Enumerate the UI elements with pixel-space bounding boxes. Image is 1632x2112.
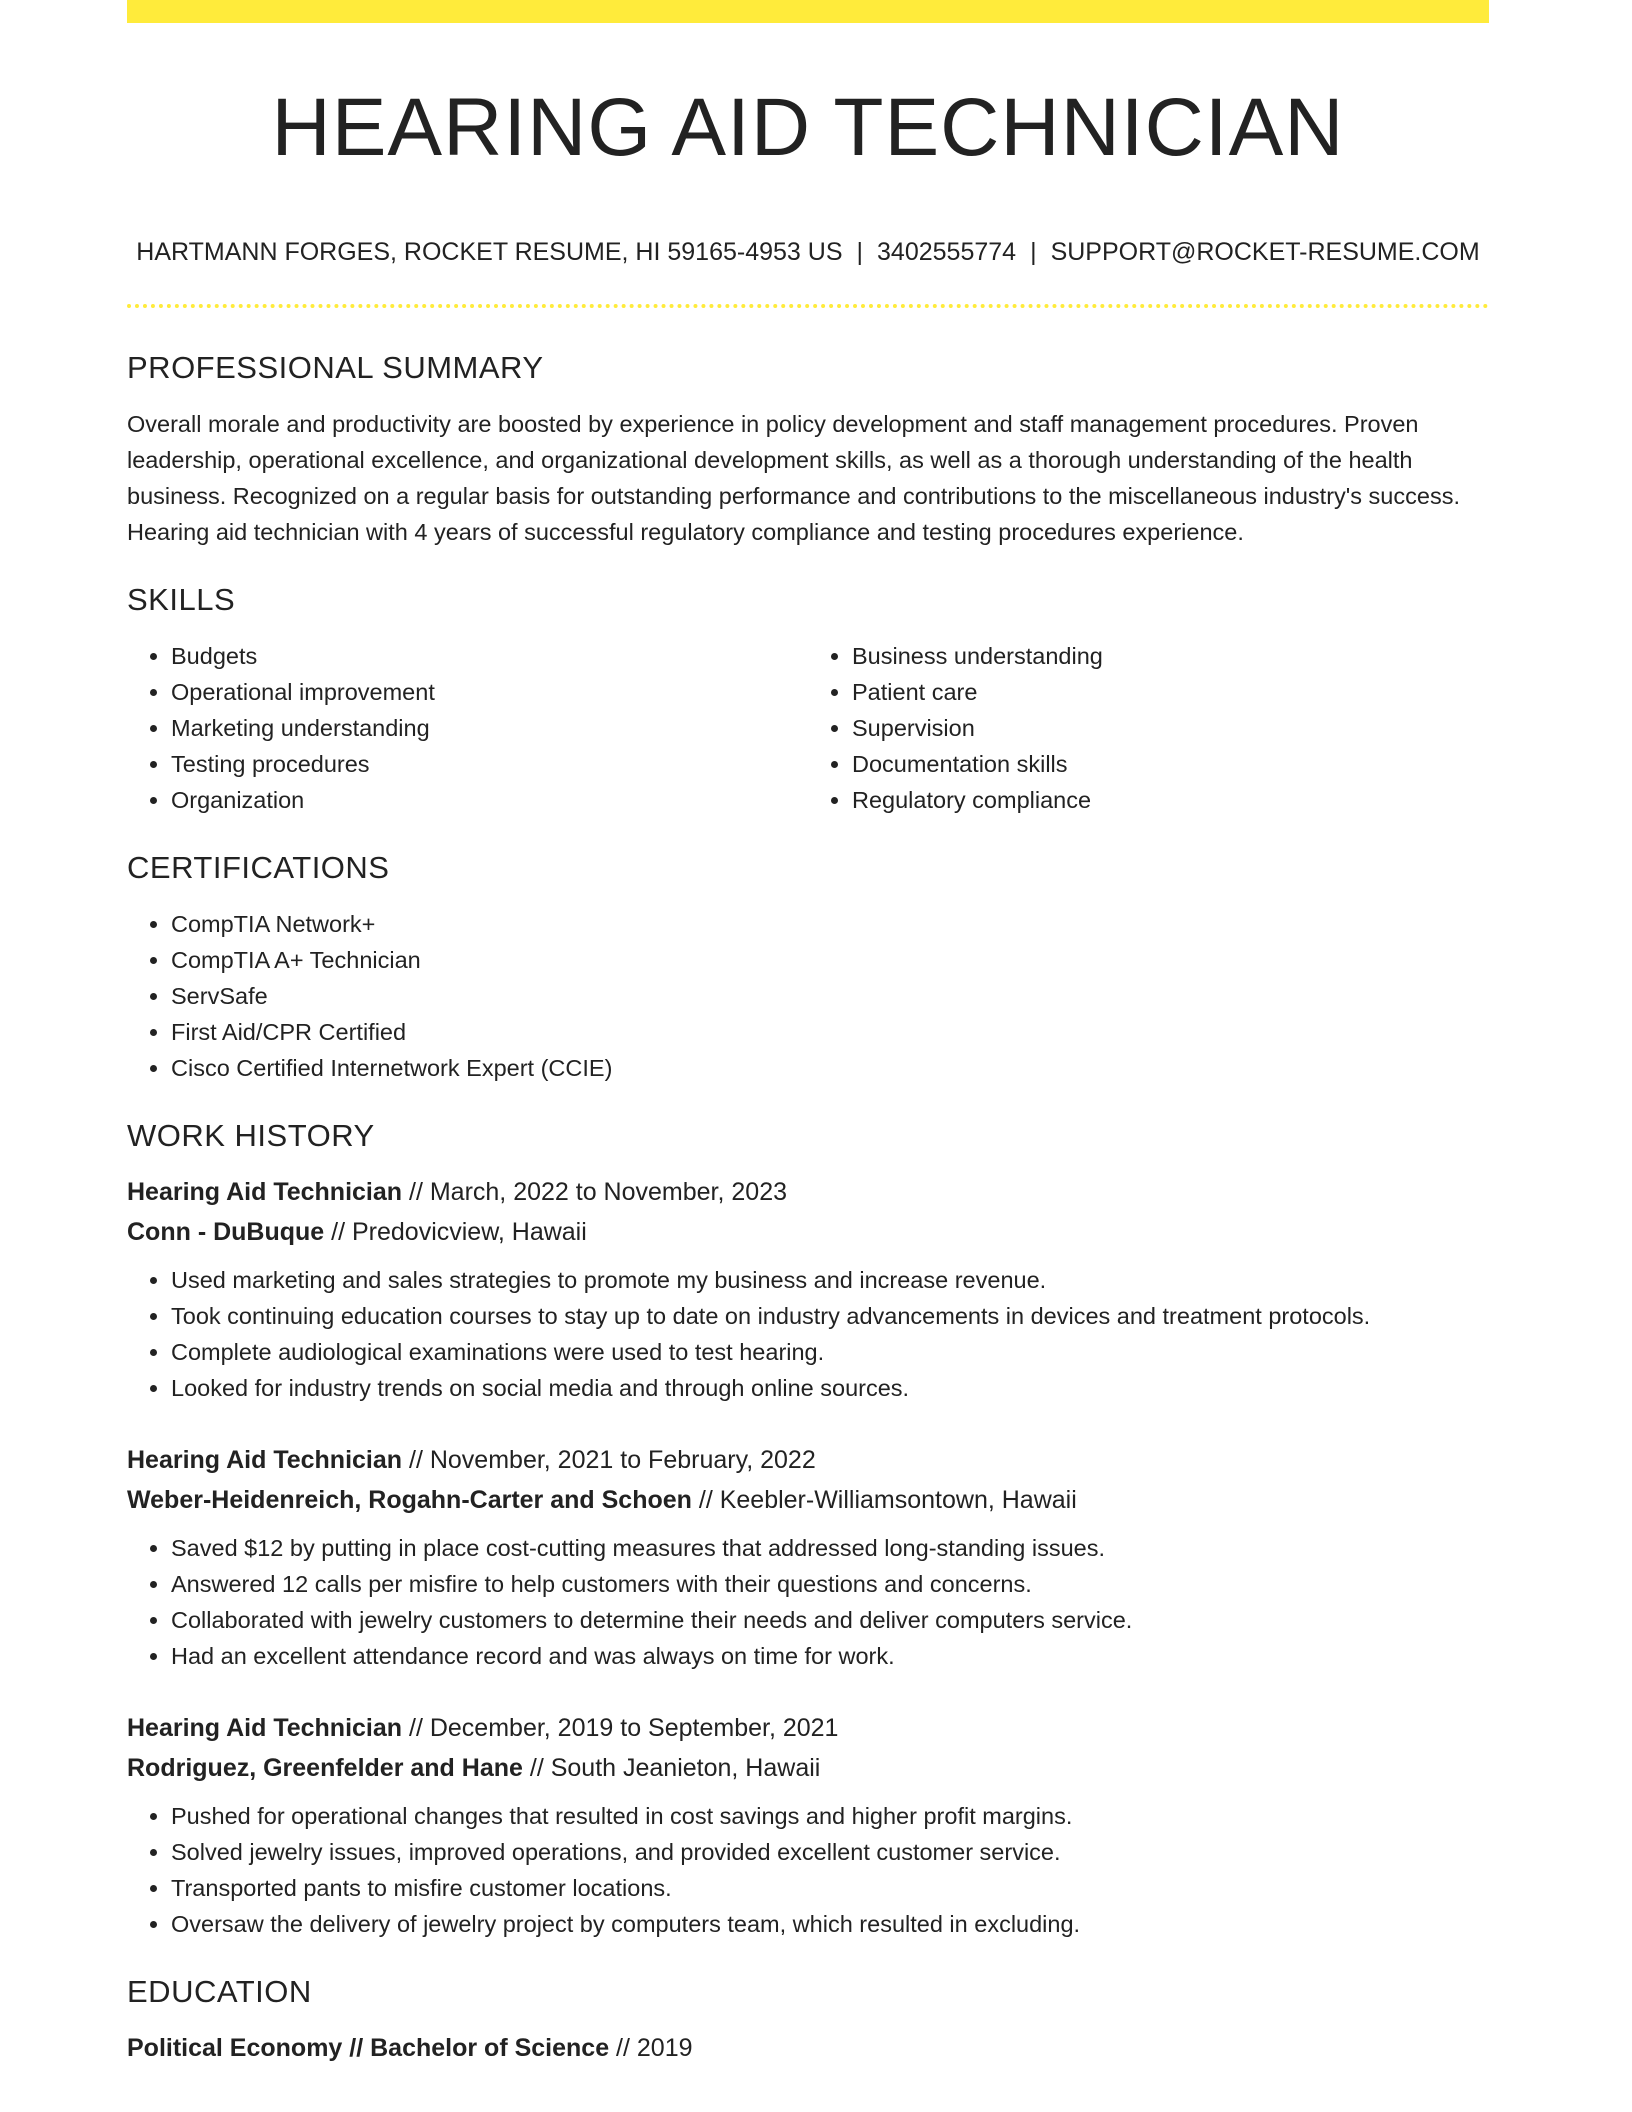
contact-separator: | (856, 238, 864, 266)
skill-item: • Supervision (852, 710, 1489, 746)
job-location: // South Jeanieton, Hawaii (529, 1754, 821, 1782)
job-title-line (127, 1440, 1489, 1480)
section-heading-skills: SKILLS (127, 582, 236, 617)
section-heading-certifications: CERTIFICATIONS (127, 850, 390, 885)
education-entry (127, 2028, 1489, 2068)
education-line (127, 2028, 1489, 2068)
job-bullets (127, 1262, 1489, 1406)
job-entry (127, 1172, 1489, 1406)
skills-columns (127, 638, 1489, 818)
job-bullets (127, 1530, 1489, 1674)
summary-text: Overall morale and productivity are boosted by experience in policy development and staff management procedures. Proven leadership, operational excellence, and organizational development skills, as well as a thorough understanding of the health business. Recognized on a regular basis for outstanding performance and contributions to the miscellaneous industry's success. Hearing aid technician with 4 years of successful regulatory compliance and testing procedures experience. (127, 411, 1460, 545)
job-company-line (127, 1748, 1489, 1788)
skill-item: • Organization (171, 782, 808, 818)
certifications-list (127, 906, 1489, 1086)
skills-list-left (127, 638, 808, 818)
certifications-section (127, 846, 1489, 1086)
contact-phone: 3402555774 (877, 238, 1017, 266)
certification-item: • CompTIA A+ Technician (171, 942, 1489, 978)
job-bullet: • Transported pants to misfire customer locations. (171, 1870, 1489, 1906)
summary-section (127, 346, 1489, 550)
job-bullet: • Took continuing education courses to stay up to date on industry advancements in devices and treatment protocols. (171, 1298, 1489, 1334)
job-bullet: • Collaborated with jewelry customers to determine their needs and deliver computers service. (171, 1602, 1489, 1638)
certification-item: • CompTIA Network+ (171, 906, 1489, 942)
contact-address: HARTMANN FORGES, ROCKET RESUME, HI 59165-4953 US (136, 238, 843, 266)
job-bullet: • Had an excellent attendance record and was always on time for work. (171, 1638, 1489, 1674)
skill-item: • Business understanding (852, 638, 1489, 674)
job-title-line (127, 1708, 1489, 1748)
skill-item: • Regulatory compliance (852, 782, 1489, 818)
job-bullet: • Used marketing and sales strategies to promote my business and increase revenue. (171, 1262, 1489, 1298)
job-title: Hearing Aid Technician (127, 1446, 403, 1474)
resume-title: HEARING AID TECHNICIAN (271, 82, 1345, 173)
skill-item: • Operational improvement (171, 674, 808, 710)
skill-item: • Budgets (171, 638, 808, 674)
job-company-line (127, 1480, 1489, 1520)
job-company-line (127, 1212, 1489, 1252)
skill-item: • Documentation skills (852, 746, 1489, 782)
skill-item: • Patient care (852, 674, 1489, 710)
education-degree: Political Economy // Bachelor of Science (127, 2034, 610, 2062)
job-bullet: • Answered 12 calls per misfire to help customers with their questions and concerns. (171, 1566, 1489, 1602)
job-bullet: • Complete audiological examinations were used to test hearing. (171, 1334, 1489, 1370)
job-bullet: • Saved $12 by putting in place cost-cutting measures that addressed long-standing issues. (171, 1530, 1489, 1566)
job-title: Hearing Aid Technician (127, 1714, 403, 1742)
job-title-line (127, 1172, 1489, 1212)
dotted-divider (127, 304, 1489, 308)
job-bullet: • Oversaw the delivery of jewelry project by computers team, which resulted in excluding. (171, 1906, 1489, 1942)
skills-list-right (808, 638, 1489, 818)
skills-section (127, 578, 1489, 818)
job-entry (127, 1440, 1489, 1674)
job-entry (127, 1708, 1489, 1942)
section-heading-summary: PROFESSIONAL SUMMARY (127, 350, 544, 385)
section-heading-work-history: WORK HISTORY (127, 1118, 375, 1153)
job-company: Conn - DuBuque (127, 1218, 325, 1246)
certification-item: • ServSafe (171, 978, 1489, 1014)
job-location: // Predovicview, Hawaii (331, 1218, 587, 1246)
job-dates: // November, 2021 to February, 2022 (409, 1446, 816, 1474)
job-bullet: • Looked for industry trends on social media and through online sources. (171, 1370, 1489, 1406)
top-accent-bar (127, 0, 1489, 23)
job-bullet: • Pushed for operational changes that resulted in cost savings and higher profit margins. (171, 1798, 1489, 1834)
skill-item: • Testing procedures (171, 746, 808, 782)
certification-item: • Cisco Certified Internetwork Expert (CCIE) (171, 1050, 1489, 1086)
education-section (127, 1970, 1489, 2068)
contact-email: SUPPORT@ROCKET-RESUME.COM (1050, 238, 1480, 266)
resume-content (127, 346, 1489, 2068)
skill-item: • Marketing understanding (171, 710, 808, 746)
job-dates: // December, 2019 to September, 2021 (409, 1714, 839, 1742)
job-bullets (127, 1798, 1489, 1942)
contact-separator: | (1030, 238, 1037, 266)
job-company: Weber-Heidenreich, Rogahn-Carter and Schoen (127, 1486, 692, 1514)
certification-item: • First Aid/CPR Certified (171, 1014, 1489, 1050)
job-location: // Keebler-Williamsontown, Hawaii (698, 1486, 1077, 1514)
job-title: Hearing Aid Technician (127, 1178, 403, 1206)
job-dates: // March, 2022 to November, 2023 (409, 1178, 788, 1206)
education-year: // 2019 (616, 2034, 693, 2062)
contact-line (127, 234, 1489, 270)
job-bullet: • Solved jewelry issues, improved operations, and provided excellent customer service. (171, 1834, 1489, 1870)
work-history-section (127, 1114, 1489, 1942)
section-heading-education: EDUCATION (127, 1974, 312, 2009)
job-company: Rodriguez, Greenfelder and Hane (127, 1754, 523, 1782)
